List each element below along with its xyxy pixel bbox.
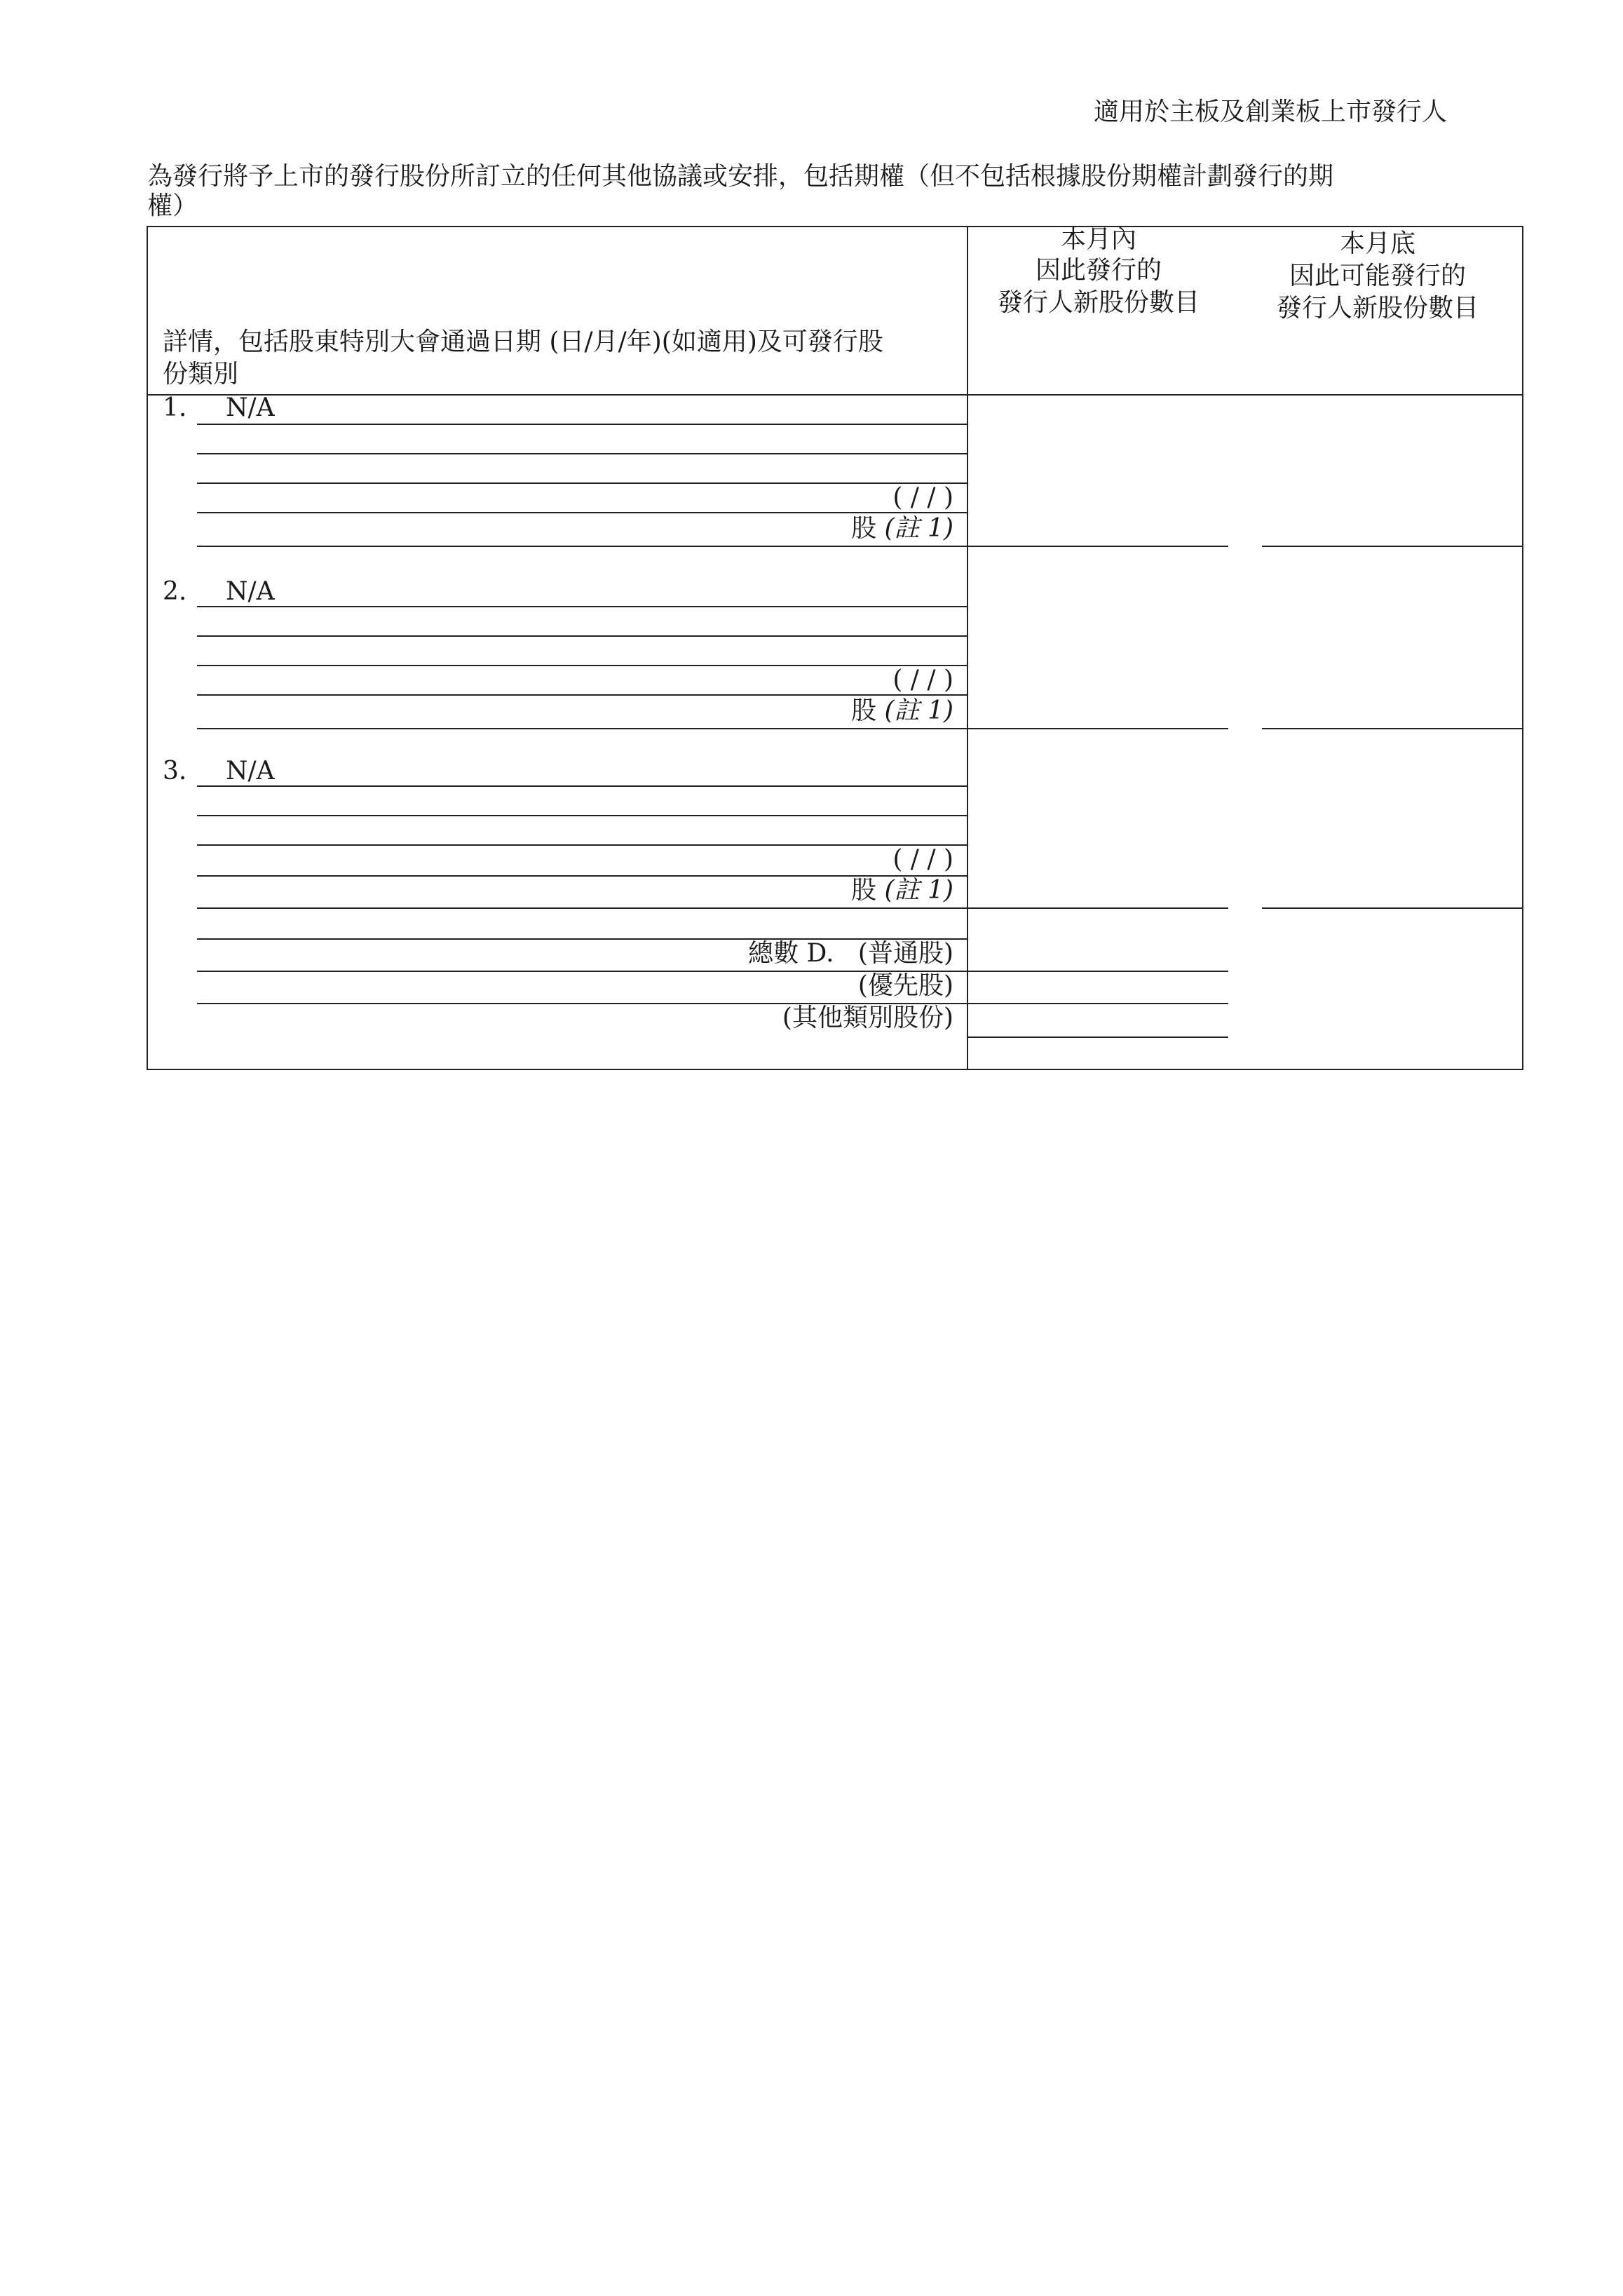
applicability-header: 適用於主板及創業板上市發行人 xyxy=(1094,97,1448,126)
totals-label: 總數 D. xyxy=(748,939,834,968)
entry-number: 2. xyxy=(163,577,187,606)
date-placeholder: ( / / ) xyxy=(892,666,953,694)
note-ref: (註 1) xyxy=(884,514,953,543)
possible-entry-line xyxy=(1262,907,1522,909)
col-issued-line1: 本月內 xyxy=(1060,225,1136,254)
issued-entry-line xyxy=(967,546,1228,547)
section-title-line1: 為發行將予上市的發行股份所訂立的任何其他協議或安排，包括期權（但不包括根據股份期權計劃發行的期 xyxy=(147,162,1334,191)
col-issued-line3: 發行人新股份數目 xyxy=(997,288,1200,317)
totals-other-value-line xyxy=(967,1036,1228,1038)
col-possible-line3: 發行人新股份數目 xyxy=(1276,294,1479,323)
details-header-line1: 詳情，包括股東特別大會通過日期 (日/月/年)(如適用)及可發行股 xyxy=(163,327,883,356)
shares-label: 股 xyxy=(851,514,877,543)
entry-number: 3. xyxy=(163,757,187,785)
date-placeholder: ( / / ) xyxy=(892,483,953,512)
shares-note-line xyxy=(736,697,953,725)
col-possible-line2: 因此可能發行的 xyxy=(1289,262,1466,290)
totals-ordinary-line xyxy=(603,940,953,968)
col-issued-line2: 因此發行的 xyxy=(1035,256,1162,285)
totals-ordinary-value-line xyxy=(967,971,1228,972)
totals-ordinary: (普通股) xyxy=(857,939,953,968)
col-possible-line1: 本月底 xyxy=(1339,229,1415,258)
shares-note-line xyxy=(736,877,953,905)
totals-other: (其他類別股份) xyxy=(782,1004,953,1032)
entry-number: 1. xyxy=(163,393,187,422)
entry-value: N/A xyxy=(226,757,275,785)
issued-entry-line xyxy=(967,728,1228,729)
totals-preference-value-line xyxy=(967,1003,1228,1004)
possible-entry-line xyxy=(1262,546,1522,547)
note-ref: (註 1) xyxy=(884,876,953,905)
shares-note-line xyxy=(736,515,953,543)
date-placeholder: ( / / ) xyxy=(892,845,953,874)
note-ref: (註 1) xyxy=(884,696,953,725)
possible-entry-line xyxy=(1262,728,1522,729)
section-title-line2: 權） xyxy=(147,191,198,220)
totals-preference: (優先股) xyxy=(857,971,953,1000)
details-header-line2: 份類別 xyxy=(163,360,239,389)
shares-label: 股 xyxy=(851,696,877,725)
entry-value: N/A xyxy=(226,393,275,422)
shares-label: 股 xyxy=(851,876,877,905)
entry-value: N/A xyxy=(226,577,275,606)
issued-entry-line xyxy=(967,907,1228,909)
